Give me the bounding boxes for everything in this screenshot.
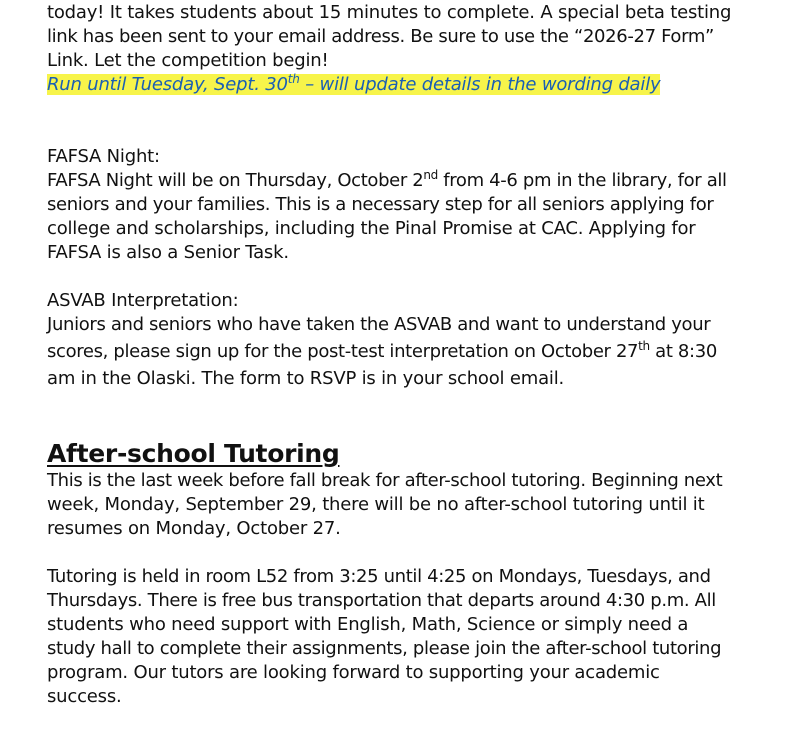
- fafsa-line: college and scholarships, including the Pinal Promise at CAC. Applying for: [47, 218, 696, 239]
- section-title: After-school Tutoring: [47, 439, 340, 468]
- tutoring-line: This is the last week before fall break for after-school tutoring. Beginning next: [47, 470, 723, 491]
- intro-line: Link. Let the competition begin!: [47, 50, 329, 71]
- intro-note: [47, 73, 777, 97]
- spacer: [47, 265, 777, 289]
- fafsa-line: FAFSA is also a Senior Task.: [47, 242, 289, 263]
- tutoring-line: week, Monday, September 29, there will be no after-school tutoring until it: [47, 494, 705, 515]
- spacer: [47, 541, 777, 565]
- asvab-line: am in the Olaski. The form to RSVP is in your school email.: [47, 368, 565, 389]
- tutoring-line: resumes on Monday, October 27.: [47, 518, 341, 539]
- intro-line: link has been sent to your email address. Be sure to use the “2026-27 Form”: [47, 26, 714, 47]
- tutoring-line: success.: [47, 686, 122, 707]
- highlighted-note: Run until Tuesday, Sept. 30th – will update details in the wording daily: [47, 72, 661, 95]
- asvab-line: Juniors and seniors who have taken the ASVAB and want to understand your: [47, 314, 711, 335]
- fafsa-heading: FAFSA Night:: [47, 146, 160, 167]
- fafsa-line: seniors and your families. This is a necessary step for all seniors applying for: [47, 194, 714, 215]
- tutoring-line: program. Our tutors are looking forward to supporting your academic: [47, 662, 660, 683]
- spacer: [47, 391, 777, 439]
- tutoring-line: students who need support with English, Math, Science or simply need a: [47, 614, 689, 635]
- spacer: [47, 97, 777, 145]
- tutoring-line: Tutoring is held in room L52 from 3:25 until 4:25 on Mondays, Tuesdays, and: [47, 566, 711, 587]
- document-body: [47, 1, 777, 709]
- asvab-heading: ASVAB Interpretation:: [47, 290, 239, 311]
- intro-line: today! It takes students about 15 minutes to complete. A special beta testing: [47, 2, 732, 23]
- asvab-line: scores, please sign up for the post-test interpretation on October 27th at 8:30: [47, 339, 717, 362]
- tutoring-line: study hall to complete their assignments, please join the after-school tutoring: [47, 638, 722, 659]
- tutoring-line: Thursdays. There is free bus transportation that departs around 4:30 p.m. All: [47, 590, 716, 611]
- fafsa-line: FAFSA Night will be on Thursday, October 2nd from 4-6 pm in the library, for all: [47, 168, 727, 191]
